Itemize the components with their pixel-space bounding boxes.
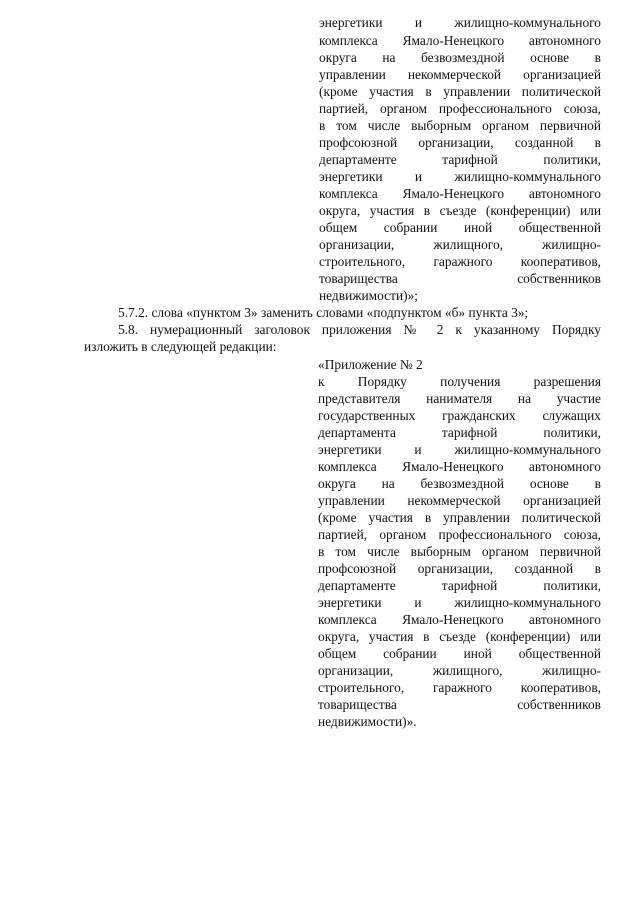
text-line: профсоюзной организации, созданной в <box>319 135 601 150</box>
text-line: представителя нанимателя на участие <box>318 391 601 406</box>
text-line: строительного, гаражного кооперативов, <box>318 680 601 695</box>
text-line: организации, жилищного, жилищно- <box>319 237 601 252</box>
text-line: строительного, гаражного кооперативов, <box>319 254 601 269</box>
text-line: комплекса Ямало-Ненецкого автономного <box>319 186 601 201</box>
text-line: управлении некоммерческой организацией <box>319 67 601 82</box>
text-line: недвижимости)»; <box>319 288 418 303</box>
item-5-8-line1: 5.8. нумерационный заголовок приложения № 2 к указанному Порядку <box>118 322 601 337</box>
text-line: товарищества собственников <box>318 697 601 712</box>
item-5-7-2: 5.7.2. слова «пунктом 3» заменить словами «подпунктом «б» пункта 3»; <box>118 305 529 320</box>
text-line: (кроме участия в управлении политической <box>319 84 601 99</box>
text-line: в том числе выборным органом первичной <box>318 544 601 559</box>
text-line: недвижимости)». <box>318 714 417 729</box>
text-line: организации, жилищного, жилищно- <box>318 663 601 678</box>
text-line: энергетики и жилищно-коммунального <box>319 169 601 184</box>
item-5-8-line2: изложить в следующей редакции: <box>84 339 277 354</box>
text-line: общем собрании иной общественной <box>319 220 601 235</box>
text-line: энергетики и жилищно-коммунального <box>318 442 601 457</box>
text-line: общем собрании иной общественной <box>318 646 601 661</box>
appendix-heading: «Приложение № 2 <box>318 357 423 372</box>
text-line: департаменте тарифной политики, <box>319 152 601 167</box>
text-line: энергетики и жилищно-коммунального <box>319 15 601 30</box>
text-line: комплекса Ямало-Ненецкого автономного <box>318 612 601 627</box>
text-line: к Порядку получения разрешения <box>318 374 601 389</box>
text-line: партией, органом профессионального союза, <box>318 527 601 542</box>
text-line: управлении некоммерческой организацией <box>318 493 601 508</box>
text-line: департамента тарифной политики, <box>318 425 601 440</box>
text-line: партией, органом профессионального союза, <box>319 101 601 116</box>
text-line: округа на безвозмездной основе в <box>318 476 601 491</box>
text-line: государственных гражданских служащих <box>318 408 601 423</box>
text-line: (кроме участия в управлении политической <box>318 510 601 525</box>
text-line: комплекса Ямало-Ненецкого автономного <box>319 33 601 48</box>
text-line: товарищества собственников <box>319 271 601 286</box>
text-line: округа, участия в съезде (конференции) или <box>318 629 601 644</box>
text-line: энергетики и жилищно-коммунального <box>318 595 601 610</box>
text-line: департаменте тарифной политики, <box>318 578 601 593</box>
text-line: округа, участия в съезде (конференции) или <box>319 203 601 218</box>
text-line: профсоюзной организации, созданной в <box>318 561 601 576</box>
text-line: в том числе выборным органом первичной <box>319 118 601 133</box>
text-line: комплекса Ямало-Ненецкого автономного <box>318 459 601 474</box>
text-line: округа на безвозмездной основе в <box>319 50 601 65</box>
